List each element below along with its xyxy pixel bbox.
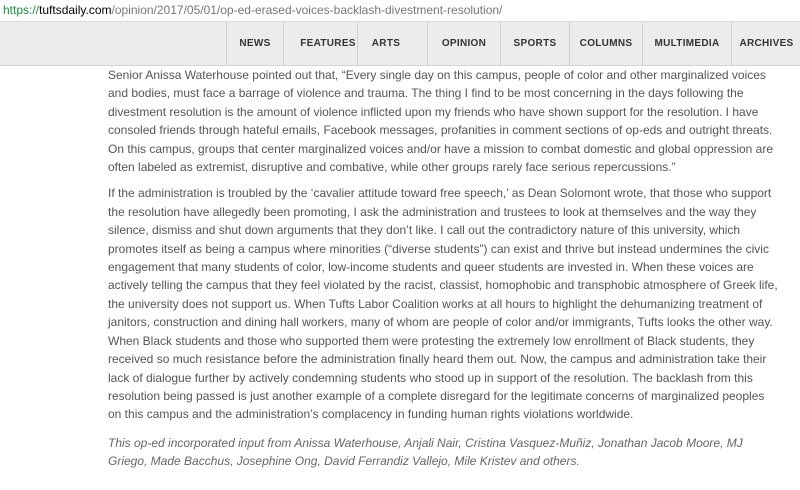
article-paragraph: Senior Anissa Waterhouse pointed out that, “Every single day on this campus, people of color and other marginalized voices and bodies, must face a barrage of violence and trauma. The thing I find to be most concerning in the days following the divestment resolution is the amount of violence inflicted upon my friends who have shown support for the resolution. I have consoled friends through hateful emails, Facebook messages, profanities in comment sections of op-eds and outright threats. On this campus, groups that center marginalized voices and/or have a mission to combat domestic and global oppression are often labeled as extremist, disruptive and combative, while other groups rarely face serious repercussions.”	[108, 68, 774, 175]
nav-features[interactable]: FEATURES	[283, 22, 372, 65]
url-host: tuftsdaily.com	[39, 3, 112, 17]
nav-opinion[interactable]: OPINION	[427, 22, 500, 65]
nav-arts[interactable]: ARTS	[357, 22, 414, 65]
url-scheme: https://	[3, 3, 40, 17]
contributors-note: This op-ed incorporated input from Anissa Waterhouse, Anjali Nair, Cristina Vasquez-Muñiz, Jonathan Jacob Moore, MJ Griego, Made Bacchus, Josephine Ong, David Ferrandiz Vallejo, Mile Kristev and others.	[108, 435, 743, 469]
nav-news[interactable]: NEWS	[226, 22, 283, 65]
article-body	[108, 66, 778, 479]
address-bar[interactable]	[0, 0, 800, 22]
nav-columns[interactable]: COLUMNS	[569, 22, 642, 65]
url-path: /opinion/2017/05/01/op-ed-erased-voices-backlash-divestment-resolution/	[111, 3, 503, 17]
nav-archives[interactable]: ARCHIVES	[731, 22, 800, 65]
nav-sports[interactable]: SPORTS	[500, 22, 569, 65]
nav-multimedia[interactable]: MULTIMEDIA	[642, 22, 731, 65]
article-paragraph: If the administration is troubled by the ‘cavalier attitude toward free speech,’ as Dean Solomont wrote, that those who support the resolution have allegedly been promoting, I ask the administration and trustees to look at themselves and the way they silence, dismiss and shut down arguments that they don’t like. I call out the contradictory nature of this university, which promotes itself as being a campus where minorities (“diverse students”) can exist and thrive but instead undermines the civic engagement that many students of color, low-income students and queer students are invested in. When these voices are actively telling the campus that they feel violated by the racist, classist, homophobic and transphobic atmosphere of Greek life, the university does not support us. When Tufts Labor Coalition works at all hours to highlight the dehumanizing treatment of janitors, construction and dining hall workers, many of whom are people of color and/or immigrants, Tufts looks the other way. When Black students and those who supported them were protesting the extremely low enrollment of Black students, they received so much resistance before the administration finally heard them out. Now, the campus and administration take their lack of dialogue further by actively condemning students who stood up in support of the resolution. The backlash from this resolution being passed is just another example of a complete disregard for the legitimate concerns of marginalized peoples on this campus and the administration’s complacency in funding human rights violations worldwide.	[108, 186, 778, 422]
main-nav	[0, 22, 800, 66]
